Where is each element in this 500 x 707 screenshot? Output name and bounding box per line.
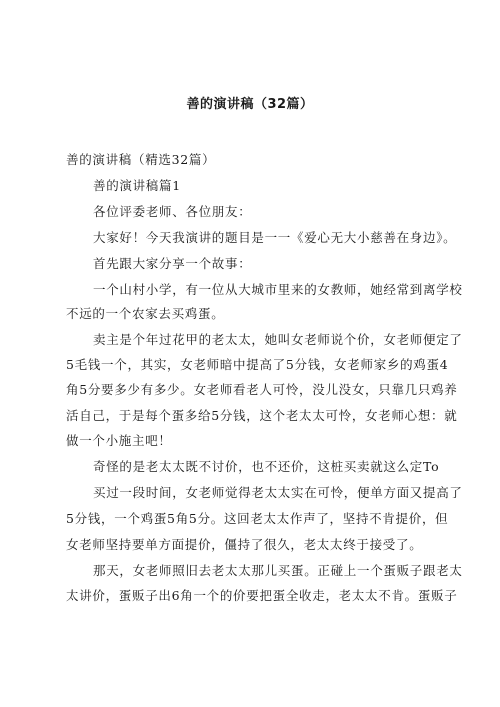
body-line: 活自己，于是每个蛋多给5分钱，这个老太太可怜，女老师心想：就 — [66, 408, 458, 423]
subtitle-line: 善的演讲稿（精选32篇） — [66, 152, 216, 167]
body-line: 那天，女老师照旧去老太太那儿买蛋。正碰上一个蛋贩子跟老太 — [93, 563, 463, 578]
body-line: 大家好！今天我演讲的题目是一一《爱心无大小慈善在身边》。 — [93, 230, 457, 245]
salutation-line: 各位评委老师、各位朋友： — [93, 204, 252, 219]
body-line: 5毛钱一个，其实，女老师暗中提高了5分钱，女老师家乡的鸡蛋4 — [66, 357, 449, 372]
body-line: 角5分要多少有多少。女老师看老人可怜，没儿没女，只靠几只鸡养 — [66, 382, 458, 397]
body-line: 做一个小施主吧！ — [66, 433, 172, 448]
document-title: 善的演讲稿（32篇） — [186, 97, 314, 112]
body-line: 女老师坚持要单方面提价，僵持了很久，老太太终于接受了。 — [66, 537, 423, 552]
body-line: 太讲价，蛋贩子出6角一个的价要把蛋全收走，老太太不肯。蛋贩子 — [66, 588, 458, 603]
body-line: 一个山村小学，有一位从大城市里来的女教师，她经常到离学校 — [93, 282, 463, 297]
body-line: 5分钱，一个鸡蛋5角5分。这回老太太作声了，坚持不肯提价，但 — [66, 511, 449, 526]
body-line: 不远的一个农家去买鸡蛋。 — [66, 306, 225, 321]
body-line: 奇怪的是老太太既不讨价，也不还价，这桩买卖就这么定To — [93, 459, 440, 474]
body-line: 卖主是个年过花甲的老太太，她叫女老师说个价，女老师便定了 — [93, 332, 463, 347]
body-line: 买过一段时间，女老师觉得老太太实在可怜，便单方面又提高了 — [93, 485, 463, 500]
body-line: 首先跟大家分享一个故事： — [93, 256, 252, 271]
section-heading: 善的演讲稿篇1 — [93, 178, 181, 193]
